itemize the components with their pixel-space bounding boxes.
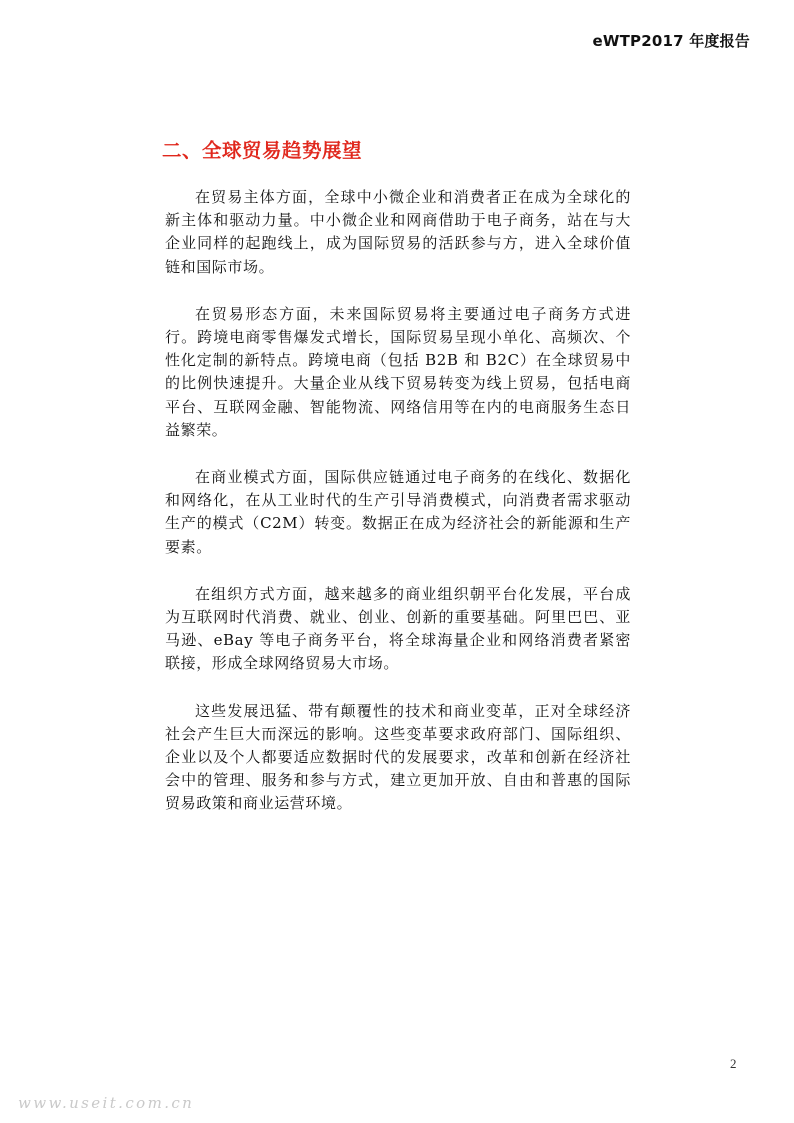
section-heading: 二、全球贸易趋势展望 xyxy=(162,139,363,162)
paragraph-organization: 在组织方式方面，越来越多的商业组织朝平台化发展，平台成为互联网时代消费、就业、创业、创新的重要基础。阿里巴巴、亚马逊、eBay 等电子商务平台，将全球海量企业和网络消费者紧密联接，形成全球网络贸易大市场。 xyxy=(165,584,631,673)
watermark: www.useit.com.cn xyxy=(18,1094,195,1112)
page-number: 2 xyxy=(730,1056,737,1071)
paragraph-trade-subject: 在贸易主体方面，全球中小微企业和消费者正在成为全球化的新主体和驱动力量。中小微企业和网商借助于电子商务，站在与大企业同样的起跑线上，成为国际贸易的活跃参与方，进入全球价值链和国际市场。 xyxy=(165,188,631,276)
report-title: eWTP2017 年度报告 xyxy=(592,32,750,50)
paragraph-conclusion: 这些发展迅猛、带有颠覆性的技术和商业变革，正对全球经济社会产生巨大而深远的影响。这些变革要求政府部门、国际组织、企业以及个人都要适应数据时代的发展要求，改革和创新在经济社会中的管理、服务和参与方式，建立更加开放、自由和普惠的国际贸易政策和商业运营环境。 xyxy=(165,701,631,813)
paragraph-business-model: 在商业模式方面，国际供应链通过电子商务的在线化、数据化和网络化，在从工业时代的生产引导消费模式，向消费者需求驱动生产的模式（C2M）转变。数据正在成为经济社会的新能源和生产要素。 xyxy=(165,468,631,556)
body-text xyxy=(165,186,631,840)
paragraph-trade-form: 在贸易形态方面，未来国际贸易将主要通过电子商务方式进行。跨境电商零售爆发式增长，国际贸易呈现小单化、高频次、个性化定制的新特点。跨境电商（包括 B2B 和 B2C）在全球贸易中的比例快速提升。大量企业从线下贸易转变为线上贸易，包括电商平台、互联网金融、智能物流、网络信用等在内的电商服务生态日益繁荣。 xyxy=(165,304,631,439)
